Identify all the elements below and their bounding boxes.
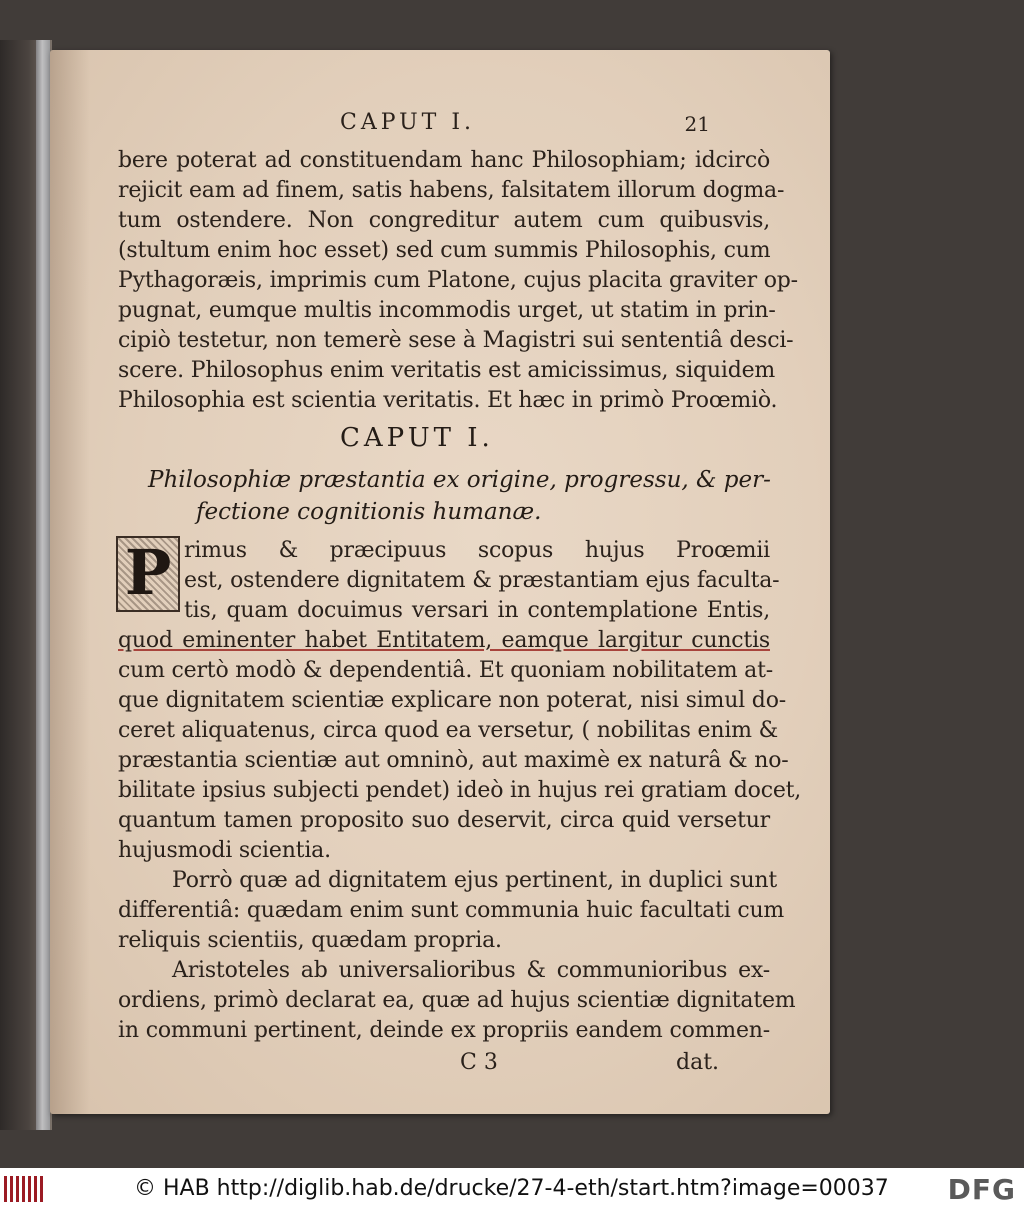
hab-logo-icon	[4, 1176, 46, 1202]
chapter-subtitle: fectione cognitionis humanæ.	[196, 499, 542, 525]
text-line: cum certò modò & dependentiâ. Et quoniam nobilitatem at-	[118, 658, 773, 683]
text-line: cipiò testetur, non temerè sese à Magistri sui sententiâ desci-	[118, 328, 794, 353]
text-line: (stultum enim hoc esset) sed cum summis Philosophis, cum	[118, 238, 771, 263]
text-line: Pythagoræis, imprimis cum Platone, cujus placita graviter op-	[118, 268, 798, 293]
page-number: 21	[684, 112, 710, 136]
text-line: tis, quam docuimus versari in contemplatione Entis,	[184, 598, 770, 623]
text-line: hujusmodi scientia.	[118, 838, 331, 863]
footer-bar	[0, 1168, 1024, 1209]
text-line: in communi pertinent, deinde ex propriis eandem commen-	[118, 1018, 770, 1043]
text-line: tum ostendere. Non congreditur autem cum quibusvis,	[118, 208, 770, 233]
decorated-initial: P	[116, 536, 180, 612]
chapter-title: CAPUT I.	[340, 423, 494, 453]
text-line: scere. Philosophus enim veritatis est amicissimus, siquidem	[118, 358, 776, 383]
text-line: rejicit eam ad finem, satis habens, falsitatem illorum dogma-	[118, 178, 785, 203]
text-line: quod eminenter habet Entitatem, eamque largitur cunctis	[118, 628, 770, 653]
text-line: quantum tamen proposito suo deservit, circa quid versetur	[118, 808, 770, 833]
text-line: differentiâ: quædam enim sunt communia huic facultati cum	[118, 898, 785, 923]
text-line: est, ostendere dignitatem & præstantiam ejus faculta-	[184, 568, 780, 593]
text-line: reliquis scientiis, quædam propria.	[118, 928, 502, 953]
copyright-link[interactable]: © HAB http://diglib.hab.de/drucke/27-4-eth/start.htm?image=00037	[134, 1176, 889, 1201]
text-line: Aristoteles ab universalioribus & communioribus ex-	[172, 958, 770, 983]
text-line: Philosophia est scientia veritatis. Et hæc in primò Proœmiò.	[118, 388, 778, 413]
text-line: bere poterat ad constituendam hanc Philosophiam; idcircò	[118, 148, 770, 173]
text-line: rimus & præcipuus scopus hujus Proœmii	[184, 538, 770, 563]
text-line: bilitate ipsius subjecti pendet) ideò in hujus rei gratiam docet,	[118, 778, 802, 803]
chapter-subtitle: Philosophiæ præstantia ex origine, progressu, & per-	[148, 467, 771, 493]
running-head: CAPUT I.	[340, 110, 476, 135]
text-line: ceret aliquatenus, circa quod ea versetur, ( nobilitas enim &	[118, 718, 779, 743]
book-fore-edge	[36, 40, 50, 1130]
catchword: dat.	[676, 1050, 720, 1075]
scanned-page	[50, 50, 830, 1114]
text-line: Porrò quæ ad dignitatem ejus pertinent, in duplici sunt	[172, 868, 778, 893]
text-line: pugnat, eumque multis incommodis urget, ut statim in prin-	[118, 298, 776, 323]
dfg-logo: DFG	[947, 1173, 1016, 1206]
signature-mark: C 3	[460, 1050, 498, 1075]
text-line: que dignitatem scientiæ explicare non poterat, nisi simul do-	[118, 688, 786, 713]
text-line: præstantia scientiæ aut omninò, aut maximè ex naturâ & no-	[118, 748, 789, 773]
text-line: ordiens, primò declarat ea, quæ ad hujus scientiæ dignitatem	[118, 988, 796, 1013]
